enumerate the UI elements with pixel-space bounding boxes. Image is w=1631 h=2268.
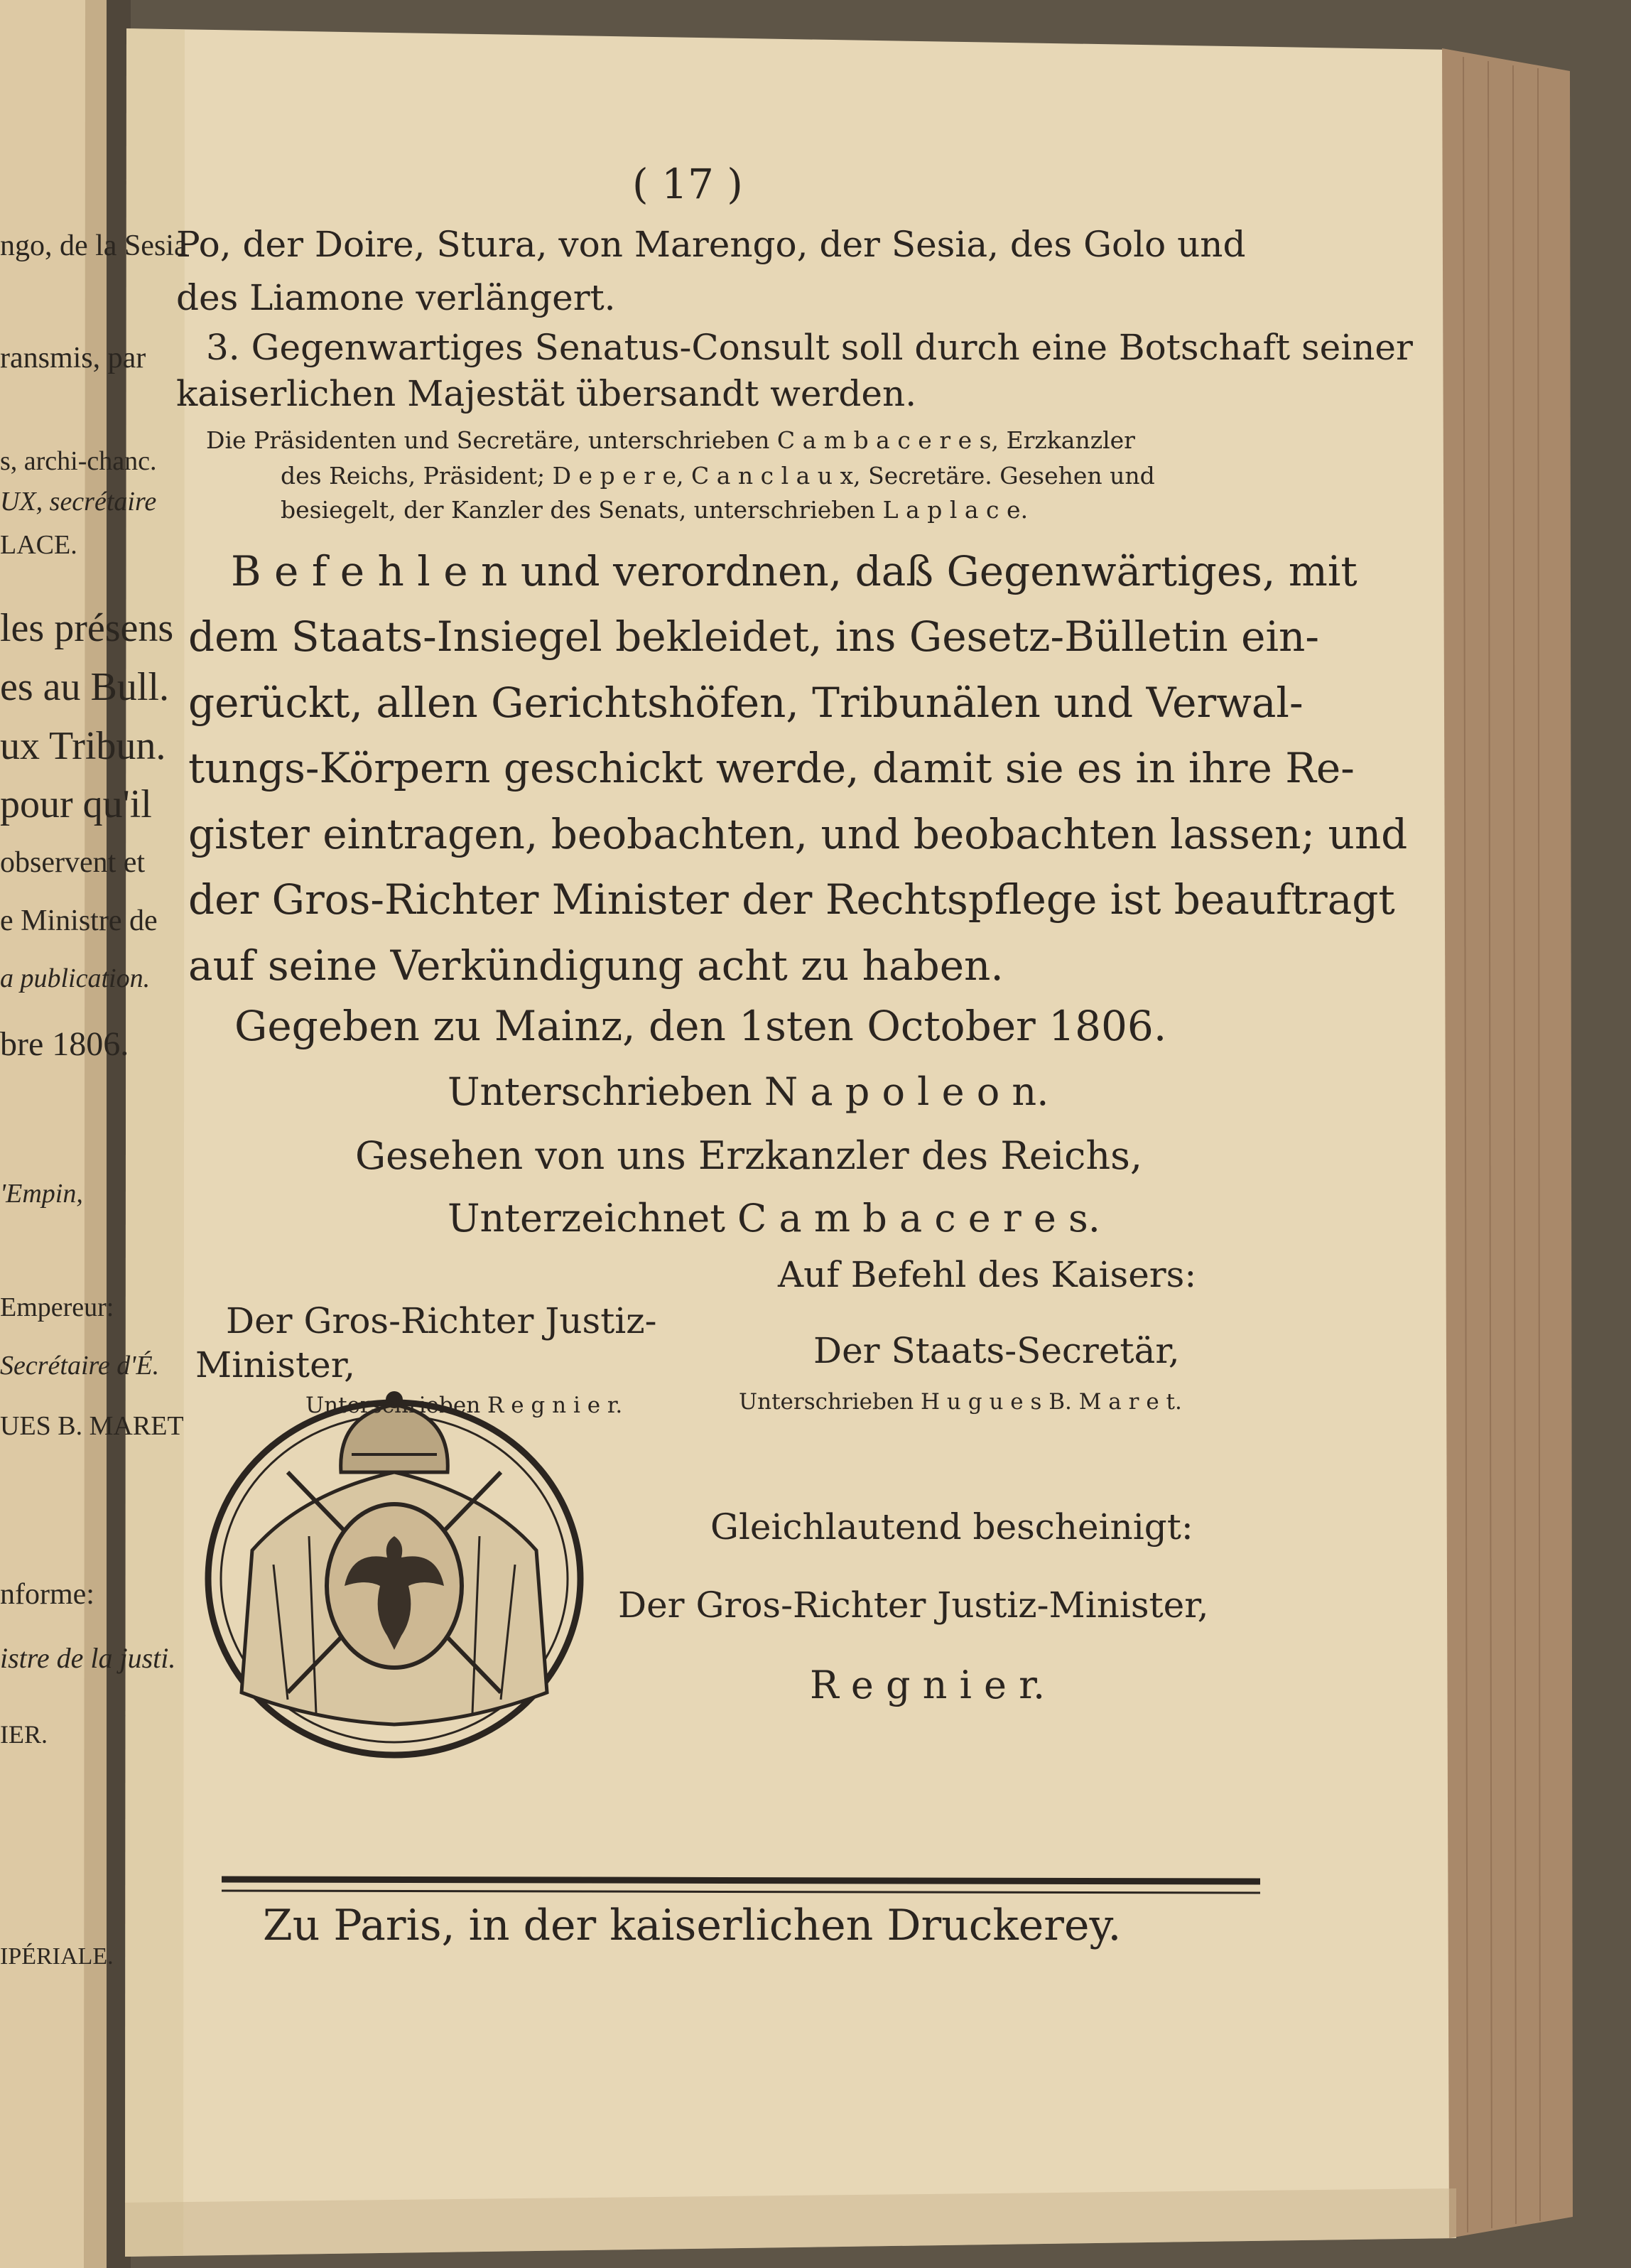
left-line: UES B. MARET — [0, 1411, 184, 1441]
left-line: es au Bull. — [0, 665, 169, 709]
left-line: ngo, de la Sesia — [0, 230, 188, 262]
given-line: Gegeben zu Mainz, den 1sten October 1806. — [234, 1002, 1167, 1050]
left-line: 'Empin, — [0, 1179, 83, 1209]
left-line: observent et — [0, 846, 146, 879]
text-line: des Liamone verlängert. — [176, 277, 616, 318]
page-number: ( 17 ) — [632, 160, 743, 208]
seen-line: Gesehen von uns Erzkanzler des Reichs, — [355, 1133, 1143, 1178]
left-line: ransmis, par — [0, 342, 146, 374]
text-line: Po, der Doire, Stura, von Marengo, der Sesia, des Golo und — [176, 224, 1246, 265]
left-line: ux Tribun. — [0, 724, 166, 768]
certifier-line: Der Gros-Richter Justiz-Minister, — [618, 1584, 1209, 1626]
text-line: 3. Gegenwartiges Senatus-Consult soll durch eine Botschaft seiner — [206, 327, 1413, 368]
page-edges — [1442, 48, 1573, 2238]
left-signature-title: Minister, — [195, 1344, 356, 1386]
left-line: Empereur: — [0, 1292, 114, 1322]
text-line: der Gros-Richter Minister der Rechtspflege ist beauftragt — [188, 875, 1395, 924]
right-signature-title: Der Staats-Secretär, — [813, 1330, 1180, 1371]
certifier-name: R e g n i e r. — [810, 1663, 1046, 1707]
left-line: LACE. — [0, 530, 77, 560]
imprint: Zu Paris, in der kaiserlichen Druckerey. — [263, 1901, 1122, 1950]
left-line: IER. — [0, 1720, 48, 1749]
note-line: besiegelt, der Kanzler des Senats, unterschrieben L a p l a c e. — [281, 496, 1029, 524]
left-line: Secrétaire d'É. — [0, 1351, 160, 1381]
text-line: dem Staats-Insiegel bekleidet, ins Gesetz-Bülletin ein- — [188, 612, 1319, 661]
note-line: des Reichs, Präsident; D e p e r e, C a n c l a u x, Secretäre. Gesehen und — [281, 462, 1155, 490]
left-line: e Ministre de — [0, 904, 158, 937]
undersigned-line: Unterzeichnet C a m b a c e r e s. — [448, 1196, 1100, 1241]
imprint-rule — [222, 1879, 1260, 1881]
left-line: istre de la justi. — [0, 1642, 176, 1674]
text-line: B e f e h l e n und verordnen, daß Gegenwärtiges, mit — [231, 547, 1358, 595]
left-line: bre 1806. — [0, 1025, 129, 1063]
right-signature-name: Unterschrieben H u g u e s B. M a r e t. — [739, 1389, 1182, 1415]
left-signature-title: Der Gros-Richter Justiz- — [226, 1300, 657, 1341]
text-line: gerückt, allen Gerichtshöfen, Tribunälen und Verwal- — [188, 679, 1304, 727]
left-line: UX, secrétaire — [0, 487, 157, 517]
left-line: nforme: — [0, 1578, 94, 1611]
left-line: IPÉRIALE. — [0, 1943, 114, 1970]
by-order-line: Auf Befehl des Kaisers: — [778, 1254, 1197, 1295]
left-line: a publication. — [0, 963, 151, 993]
left-signature-name: Unterschrieben R e g n i e r. — [305, 1393, 623, 1418]
left-line: les présens — [0, 606, 174, 650]
note-line: Die Präsidenten und Secretäre, unterschrieben C a m b a c e r e s, Erzkanzler — [206, 426, 1135, 454]
left-line: pour qu'il — [0, 782, 152, 826]
text-line: tungs-Körpern geschickt werde, damit sie es in ihre Re- — [188, 744, 1355, 792]
certified-line: Gleichlautend bescheinigt: — [710, 1506, 1193, 1548]
text-line: auf seine Verkündigung acht zu haben. — [188, 941, 1004, 990]
signed-line: Unterschrieben N a p o l e o n. — [448, 1069, 1049, 1114]
text-line: gister eintragen, beobachten, und beobachten lassen; und — [188, 810, 1408, 858]
text-line: kaiserlichen Majestät übersandt werden. — [176, 373, 917, 414]
left-line: s, archi-chanc. — [0, 446, 157, 476]
